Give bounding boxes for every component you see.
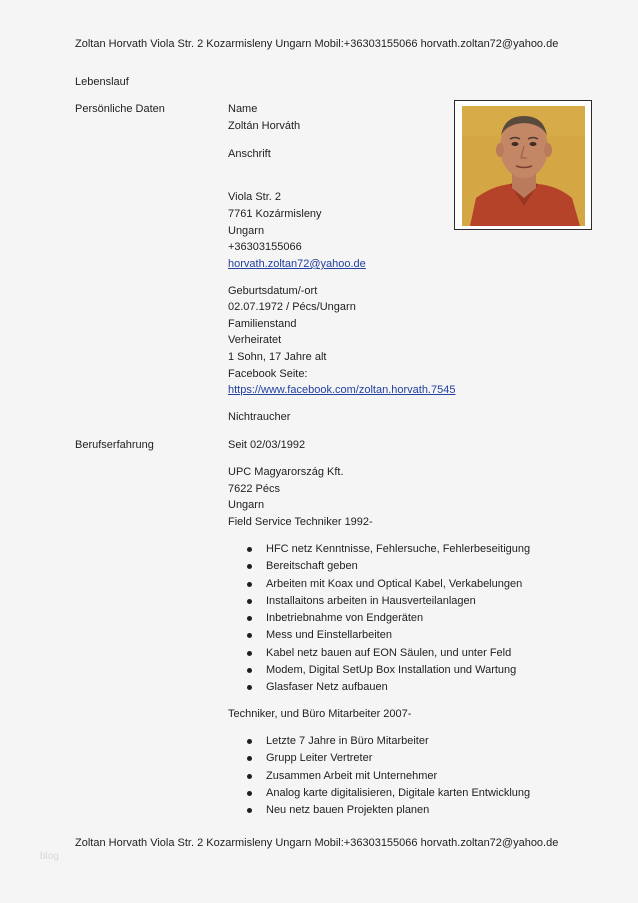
list-item: HFC netz Kenntnisse, Fehlersuche, Fehlerbeseitigung [247, 541, 530, 558]
list-item: Grupp Leiter Vertreter [247, 750, 530, 767]
employer-country: Ungarn [228, 499, 265, 511]
list-item: Glasfaser Netz aufbauen [247, 679, 530, 696]
address-country: Ungarn [228, 225, 265, 237]
list-item: Mess und Einstellarbeiten [247, 627, 530, 644]
role-1-task-list [247, 541, 530, 697]
children-value: 1 Sohn, 17 Jahre alt [228, 351, 327, 363]
facebook-label: Facebook Seite: [228, 368, 308, 380]
list-item: Modem, Digital SetUp Box Installation und Wartung [247, 662, 530, 679]
email-link[interactable]: horvath.zoltan72@yahoo.de [228, 258, 366, 270]
address-street: Viola Str. 2 [228, 191, 281, 203]
list-item: Analog karte digitalisieren, Digitale karten Entwicklung [247, 785, 530, 802]
list-item: Arbeiten mit Koax und Optical Kabel, Verkabelungen [247, 576, 530, 593]
family-value: Verheiratet [228, 334, 282, 346]
list-item: Inbetriebnahme von Endgeräten [247, 610, 530, 627]
facebook-link[interactable]: https://www.facebook.com/zoltan.horvath.7545 [228, 384, 456, 396]
phone-number: +36303155066 [228, 241, 302, 253]
employer-city: 7622 Pécs [228, 483, 280, 495]
name-value: Zoltán Horváth [228, 120, 301, 132]
footer-contact-line: Zoltan Horvath Viola Str. 2 Kozarmisleny Ungarn Mobil:+36303155066 horvath.zoltan72@yahoo.de [75, 837, 559, 849]
role-title-1: Field Service Techniker 1992- [228, 516, 373, 528]
document-title: Lebenslauf [75, 76, 129, 88]
section-label-personal: Persönliche Daten [75, 103, 165, 115]
list-item: Zusammen Arbeit mit Unternehmer [247, 768, 530, 785]
profile-photo-frame [454, 100, 592, 230]
role-2-task-list [247, 733, 530, 819]
birth-value: 02.07.1972 / Pécs/Ungarn [228, 301, 356, 313]
header-contact-line: Zoltan Horvath Viola Str. 2 Kozarmisleny Ungarn Mobil:+36303155066 horvath.zoltan72@yahoo.de [75, 38, 559, 50]
list-item: Installaitons arbeiten in Hausverteilanlagen [247, 593, 530, 610]
smoker-status: Nichtraucher [228, 411, 291, 423]
portrait-illustration [462, 106, 585, 226]
list-item: Bereitschaft geben [247, 558, 530, 575]
family-label: Familienstand [228, 318, 297, 330]
list-item: Kabel netz bauen auf EON Säulen, und unter Feld [247, 645, 530, 662]
name-label: Name [228, 103, 258, 115]
birth-label: Geburtsdatum/-ort [228, 285, 318, 297]
address-city: 7761 Kozármisleny [228, 208, 322, 220]
role-title-2: Techniker, und Büro Mitarbeiter 2007- [228, 708, 412, 720]
profile-photo [462, 106, 585, 226]
career-since: Seit 02/03/1992 [228, 439, 306, 451]
list-item: Neu netz bauen Projekten planen [247, 802, 530, 819]
employer-name: UPC Magyarország Kft. [228, 466, 344, 478]
watermark-text: blog [40, 851, 59, 862]
list-item: Letzte 7 Jahre in Büro Mitarbeiter [247, 733, 530, 750]
section-label-career: Berufserfahrung [75, 439, 154, 451]
address-label: Anschrift [228, 148, 271, 160]
